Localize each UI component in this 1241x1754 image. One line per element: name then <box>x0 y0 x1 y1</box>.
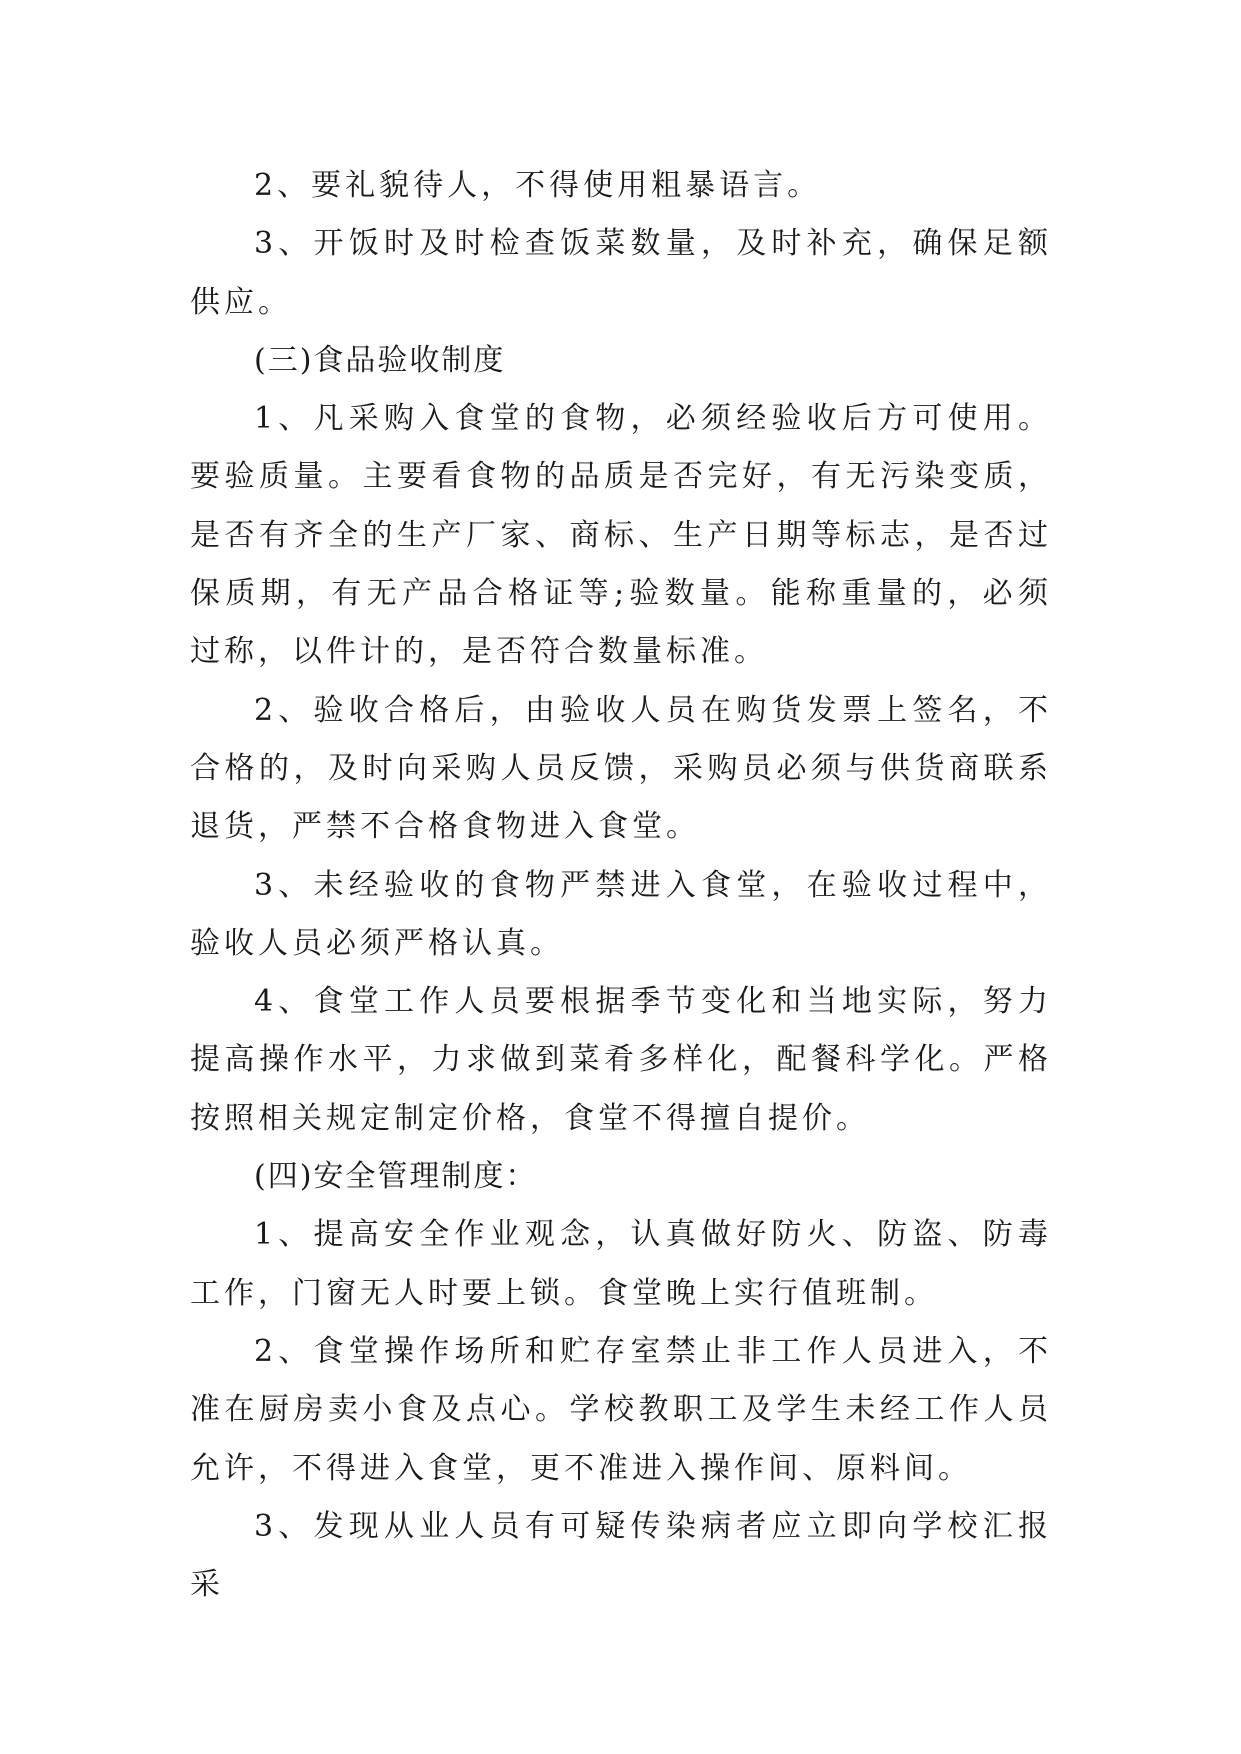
section-heading-safety-management: (四)安全管理制度： <box>254 1159 538 1195</box>
paragraph-rule-2-courtesy: 2、要礼貌待人，不得使用粗暴语言。 <box>254 168 822 203</box>
paragraph-inspection-rule-3: 3、未经验收的食物严禁进入食堂，在验收过程中，验收人员必须严格认真。 <box>190 867 1052 961</box>
section-heading-food-inspection: (三)食品验收制度 <box>254 342 506 378</box>
paragraph-safety-rule-1: 1、提高安全作业观念，认真做好防火、防盗、防毒工作，门窗无人时要上锁。食堂晚上实行值班制。 <box>190 1217 1052 1311</box>
paragraph-safety-rule-2: 2、食堂操作场所和贮存室禁止非工作人员进入，不准在厨房卖小食及点心。学校教职工及学生未经工作人员允许，不得进入食堂，更不准进入操作间、原料间。 <box>190 1333 1052 1486</box>
paragraph-rule-3-food-quantity: 3、开饭时及时检查饭菜数量，及时补充，确保足额供应。 <box>190 226 1052 320</box>
document-body <box>190 157 1052 1614</box>
paragraph-inspection-rule-1: 1、凡采购入食堂的食物，必须经验收后方可使用。要验质量。主要看食物的品质是否完好，有无污染变质，是否有齐全的生产厂家、商标、生产日期等标志，是否过保质期，有无产品合格证等;验数量。能称重量的，必须过称，以件计的，是否符合数量标准。 <box>190 401 1052 670</box>
paragraph-inspection-rule-4: 4、食堂工作人员要根据季节变化和当地实际，努力提高操作水平，力求做到菜肴多样化，配餐科学化。严格按照相关规定制定价格，食堂不得擅自提价。 <box>190 984 1052 1136</box>
paragraph-inspection-rule-2: 2、验收合格后，由验收人员在购货发票上签名，不合格的，及时向采购人员反馈，采购员必须与供货商联系退货，严禁不合格食物进入食堂。 <box>190 692 1052 845</box>
paragraph-safety-rule-3: 3、发现从业人员有可疑传染病者应立即向学校汇报采 <box>190 1508 1052 1603</box>
